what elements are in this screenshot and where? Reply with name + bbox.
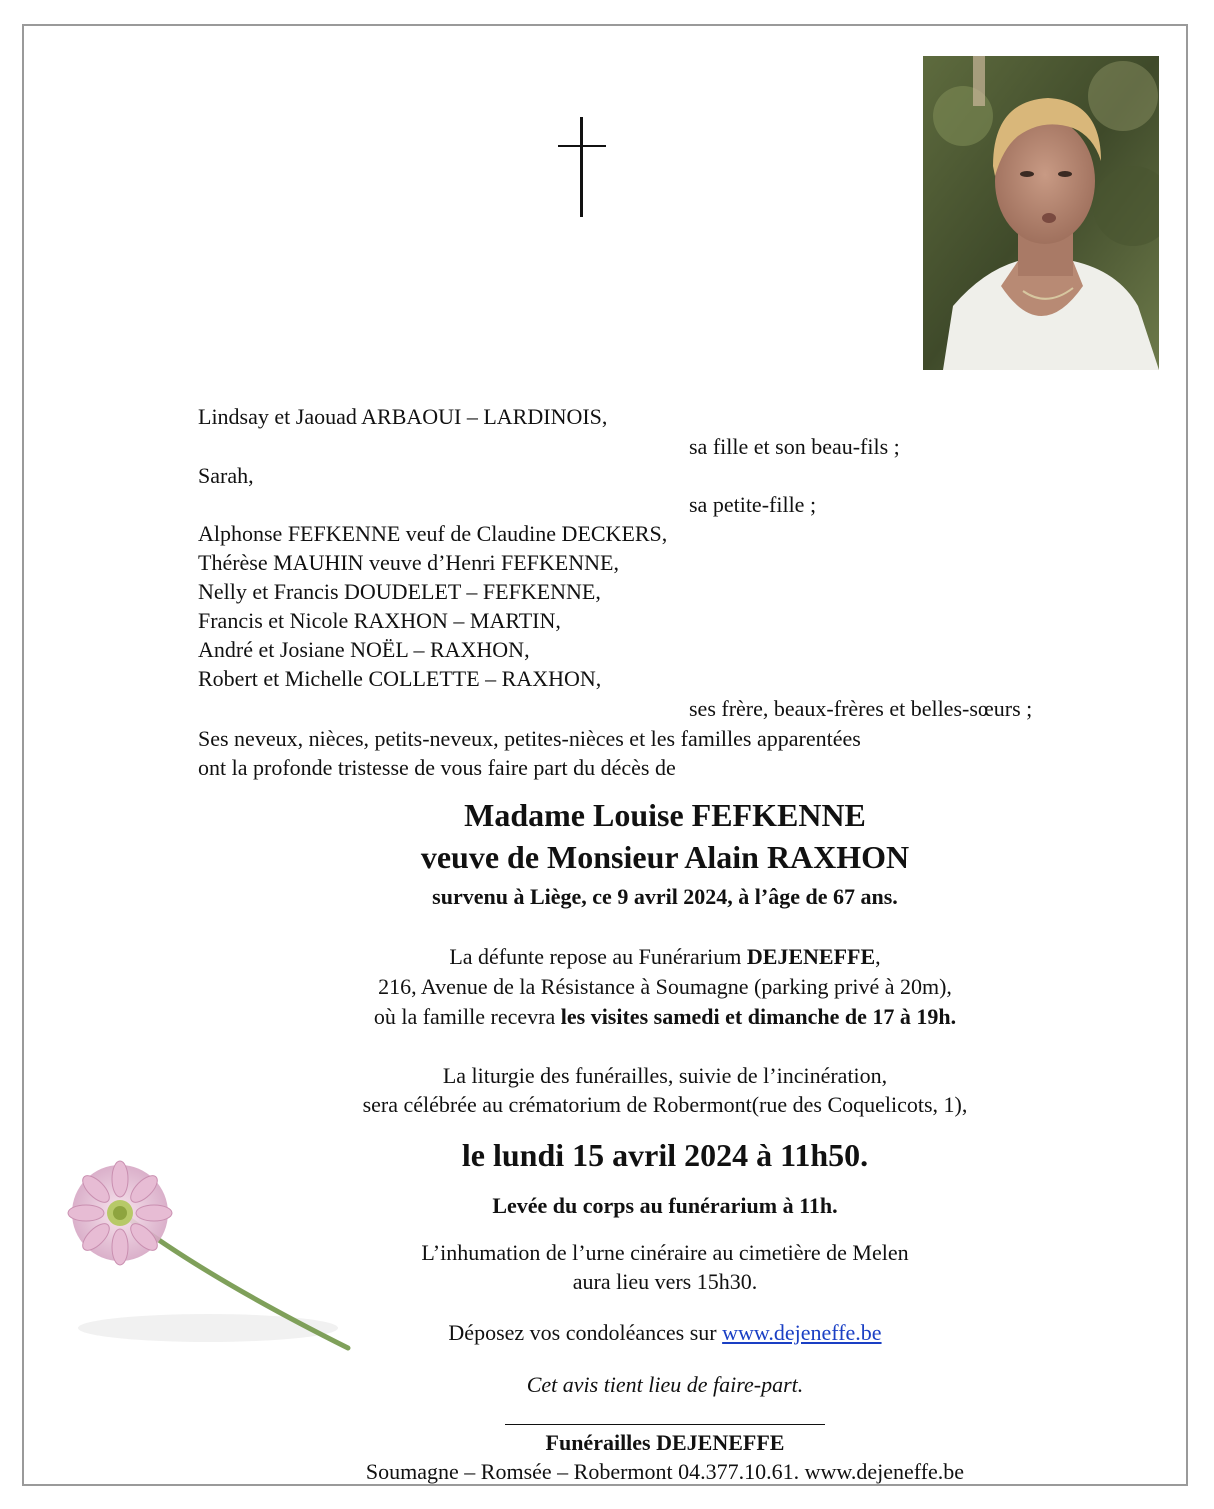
footer-divider	[505, 1424, 825, 1425]
relation-line-1: sa fille et son beau-fils ;	[689, 434, 900, 459]
urn-line-1: L’inhumation de l’urne cinéraire au cimetière de Melen	[421, 1240, 909, 1265]
urn-line-2: aura lieu vers 15h30.	[572, 1269, 758, 1294]
condolences-link[interactable]: www.dejeneffe.be	[722, 1320, 882, 1345]
family-line-9: Ses neveux, nièces, petits-neveux, petites-nièces et les familles apparentées	[198, 726, 861, 751]
levee-du-corps: Levée du corps au funérarium à 11h.	[492, 1193, 838, 1218]
death-details: survenu à Liège, ce 9 avril 2024, à l’âge de 67 ans.	[432, 884, 898, 909]
family-line-7: André et Josiane NOËL – RAXHON,	[198, 637, 530, 662]
family-line-8: Robert et Michelle COLLETTE – RAXHON,	[198, 666, 602, 691]
deceased-widow-of: veuve de Monsieur Alain RAXHON	[420, 839, 910, 875]
family-line-4: Thérèse MAUHIN veuve d’Henri FEFKENNE,	[198, 550, 619, 575]
portrait-photo	[923, 56, 1159, 370]
notice-text: Cet avis tient lieu de faire-part.	[526, 1372, 804, 1397]
family-line-3: Alphonse FEFKENNE veuf de Claudine DECKERS,	[198, 521, 668, 546]
relation-line-3: ses frère, beaux-frères et belles-sœurs ;	[689, 696, 1033, 721]
liturgy-line-2: sera célébrée au crématorium de Robermont(rue des Coquelicots, 1),	[362, 1092, 968, 1117]
deceased-name: Madame Louise FEFKENNE	[464, 797, 866, 833]
repose-line-1: La défunte repose au Funérarium DEJENEFFE,	[449, 944, 881, 969]
funeral-date: le lundi 15 avril 2024 à 11h50.	[461, 1137, 869, 1173]
relation-line-2: sa petite-fille ;	[689, 492, 817, 517]
repose-line-3: où la famille recevra les visites samedi et dimanche de 17 à 19h.	[373, 1004, 957, 1029]
footer-contact: Soumagne – Romsée – Robermont 04.377.10.61. www.dejeneffe.be	[365, 1459, 965, 1484]
condolences-line: Déposez vos condoléances sur www.dejeneffe.be	[448, 1320, 882, 1345]
footer-company: Funérailles DEJENEFFE	[545, 1430, 785, 1455]
family-line-10: ont la profonde tristesse de vous faire part du décès de	[198, 755, 676, 780]
liturgy-line-1: La liturgie des funérailles, suivie de l’incinération,	[442, 1063, 888, 1088]
family-line-1: Lindsay et Jaouad ARBAOUI – LARDINOIS,	[198, 404, 608, 429]
cross-icon	[558, 117, 606, 217]
repose-line-2: 216, Avenue de la Résistance à Soumagne (parking privé à 20m),	[378, 974, 952, 999]
flower-illustration	[58, 1158, 358, 1368]
family-line-2: Sarah,	[198, 463, 254, 488]
family-line-5: Nelly et Francis DOUDELET – FEFKENNE,	[198, 579, 601, 604]
family-line-6: Francis et Nicole RAXHON – MARTIN,	[198, 608, 561, 633]
